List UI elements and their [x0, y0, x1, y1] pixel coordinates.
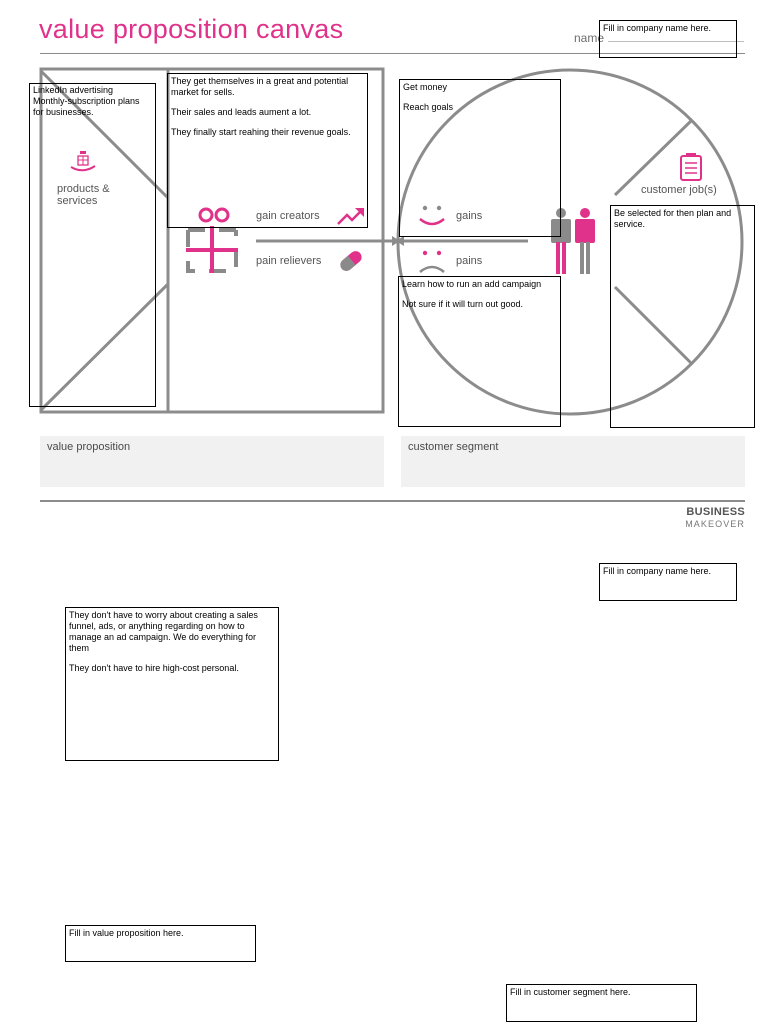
customer-jobs-textbox[interactable] [610, 205, 755, 428]
gain-creators-note: They finally start reahing their revenue goals. [171, 127, 351, 137]
products-services-label: products & services [57, 183, 110, 207]
gain-creators-label: gain creators [256, 210, 320, 222]
page-title: value proposition canvas [39, 14, 344, 44]
pain-relievers-textbox[interactable] [65, 607, 279, 761]
products-services-textbox[interactable] [29, 83, 156, 407]
gains-note: Get money [403, 82, 448, 92]
clipboard-icon [681, 153, 701, 180]
brand-logo-line1: BUSINESS [686, 506, 745, 518]
pain-relievers-note: They don't have to hire high-cost personal. [69, 663, 239, 673]
gain-creators-note: Their sales and leads aument a lot. [171, 107, 312, 117]
customer-segment-panel [401, 436, 745, 487]
pain-relievers-note: They don't have to worry about creating a sales funnel, ads, or anything regarding on how to manage an ad campaign. We do everything for them [69, 610, 258, 653]
footer-divider [40, 500, 745, 502]
customer-jobs-label: customer job(s) [641, 184, 717, 196]
value-proposition-field[interactable] [65, 925, 256, 962]
name-label: name [574, 31, 605, 45]
company-name-text: Fill in company name here. [603, 23, 712, 33]
gains-textbox[interactable] [399, 79, 561, 237]
gains-note: Reach goals [403, 102, 454, 112]
gain-creators-note: They get themselves in a great and potential market for sells. [171, 76, 349, 97]
pain-relievers-label: pain relievers [256, 255, 322, 267]
company-name-field-lower[interactable] [599, 563, 737, 601]
products-services-note: LinkedIn advertising [33, 85, 114, 95]
pains-note: Not sure if it will turn out good. [402, 299, 524, 309]
company-name-text: Fill in company name here. [603, 566, 712, 576]
frown-icon [420, 251, 444, 272]
gains-label: gains [456, 210, 483, 222]
pains-label: pains [456, 255, 483, 267]
pains-textbox[interactable] [398, 276, 561, 427]
customer-jobs-note: Be selected for then plan and service. [614, 208, 732, 229]
value-proposition-label: value proposition [47, 441, 131, 453]
customer-segment-field[interactable] [506, 984, 697, 1022]
brand-logo-line2: MAKEOVER [685, 519, 745, 529]
pill-icon [338, 249, 364, 274]
value-proposition-panel [40, 436, 384, 487]
company-name-field[interactable] [599, 20, 737, 58]
products-services-note: Monthly-subscription plans for businesses. [33, 96, 140, 117]
value-proposition-text: Fill in value proposition here. [69, 928, 184, 938]
pains-note: Learn how to run an add campaign [402, 279, 542, 289]
customer-segment-text: Fill in customer segment here. [510, 987, 631, 997]
gain-creators-textbox[interactable] [167, 73, 368, 228]
customer-segment-label: customer segment [408, 441, 499, 453]
